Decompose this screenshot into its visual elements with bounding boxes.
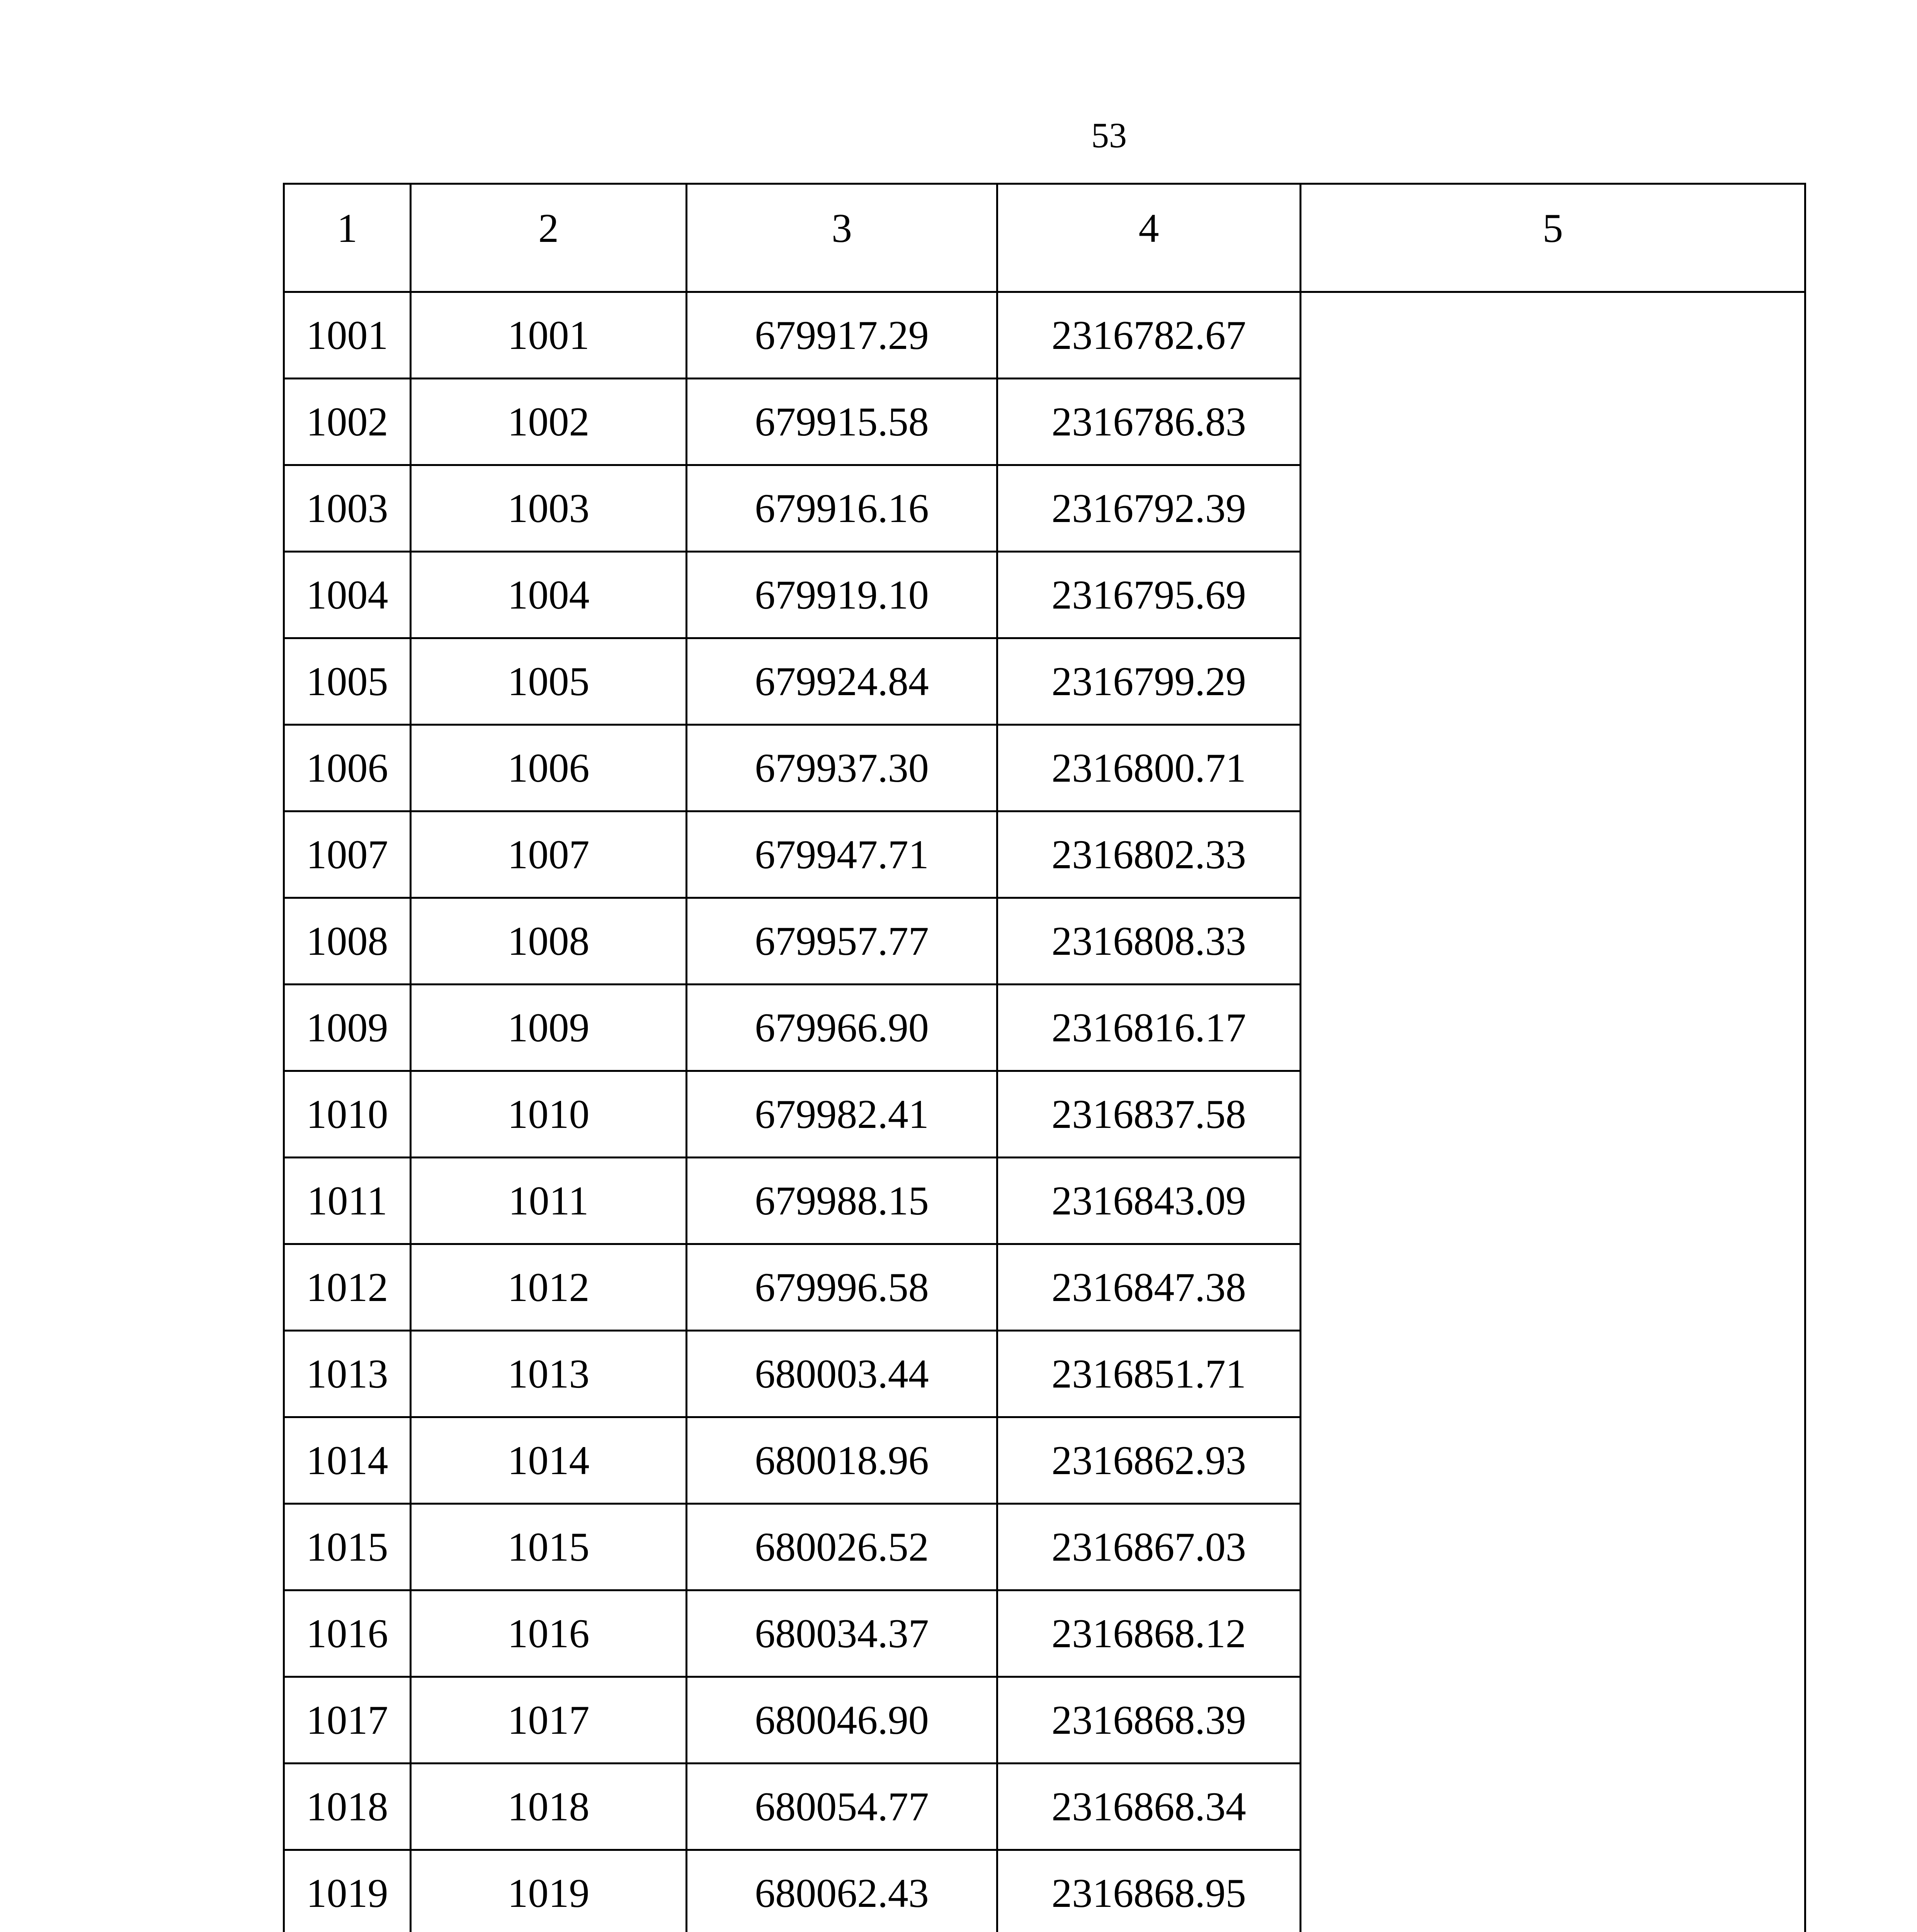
- table-cell: 1005: [411, 638, 687, 725]
- table-cell: 2316782.67: [997, 292, 1301, 379]
- merged-empty-cell: [1301, 292, 1805, 1932]
- table-cell: 679915.58: [687, 379, 997, 465]
- table-cell: 2316792.39: [997, 465, 1301, 552]
- table-cell: 1001: [411, 292, 687, 379]
- table-cell: 1018: [411, 1764, 687, 1850]
- table-cell: 1010: [284, 1071, 411, 1158]
- table-cell: 1008: [411, 898, 687, 985]
- table-cell: 1002: [411, 379, 687, 465]
- table-cell: 1016: [284, 1590, 411, 1677]
- column-header: 2: [411, 184, 687, 292]
- table-cell: 680046.90: [687, 1677, 997, 1764]
- table-cell: 1009: [411, 985, 687, 1071]
- table-cell: 1002: [284, 379, 411, 465]
- table-cell: 1003: [284, 465, 411, 552]
- table-cell: 1014: [411, 1417, 687, 1504]
- table-cell: 1017: [411, 1677, 687, 1764]
- table-cell: 679988.15: [687, 1158, 997, 1244]
- table-cell: 2316868.12: [997, 1590, 1301, 1677]
- table-cell: 1018: [284, 1764, 411, 1850]
- table-cell: 679996.58: [687, 1244, 997, 1331]
- table-body: [284, 292, 1805, 1932]
- table-cell: 680054.77: [687, 1764, 997, 1850]
- table-cell: 1017: [284, 1677, 411, 1764]
- table-cell: 2316795.69: [997, 552, 1301, 638]
- table-cell: 2316799.29: [997, 638, 1301, 725]
- table-cell: 2316786.83: [997, 379, 1301, 465]
- table-cell: 2316837.58: [997, 1071, 1301, 1158]
- table-cell: 1007: [284, 811, 411, 898]
- table-cell: 680062.43: [687, 1850, 997, 1932]
- table-cell: 1006: [284, 725, 411, 811]
- table-cell: 1013: [411, 1331, 687, 1417]
- table-cell: 680034.37: [687, 1590, 997, 1677]
- page-number: 53: [1091, 116, 1127, 155]
- table-cell: 1011: [284, 1158, 411, 1244]
- table-cell: 1012: [284, 1244, 411, 1331]
- table-cell: 1009: [284, 985, 411, 1071]
- table-cell: 2316868.39: [997, 1677, 1301, 1764]
- table-cell: 1006: [411, 725, 687, 811]
- table-cell: 679966.90: [687, 985, 997, 1071]
- column-header: 4: [997, 184, 1301, 292]
- table-cell: 1004: [284, 552, 411, 638]
- table-cell: 1005: [284, 638, 411, 725]
- table-cell: 1015: [284, 1504, 411, 1590]
- table-cell: 1010: [411, 1071, 687, 1158]
- table-cell: 1019: [284, 1850, 411, 1932]
- table-cell: 680018.96: [687, 1417, 997, 1504]
- table-cell: 1013: [284, 1331, 411, 1417]
- table-cell: 679924.84: [687, 638, 997, 725]
- table-cell: 2316802.33: [997, 811, 1301, 898]
- column-header: 5: [1301, 184, 1805, 292]
- table-cell: 2316862.93: [997, 1417, 1301, 1504]
- table-cell: 1003: [411, 465, 687, 552]
- table-cell: 2316800.71: [997, 725, 1301, 811]
- table-cell: 1016: [411, 1590, 687, 1677]
- column-header: 3: [687, 184, 997, 292]
- table-cell: 1011: [411, 1158, 687, 1244]
- table-cell: 2316868.95: [997, 1850, 1301, 1932]
- column-header: 1: [284, 184, 411, 292]
- table-cell: 680003.44: [687, 1331, 997, 1417]
- table-cell: 1014: [284, 1417, 411, 1504]
- table-cell: 1015: [411, 1504, 687, 1590]
- table-cell: 1004: [411, 552, 687, 638]
- table-cell: 2316851.71: [997, 1331, 1301, 1417]
- table-cell: 2316843.09: [997, 1158, 1301, 1244]
- coordinates-table: [283, 183, 1806, 1932]
- table-cell: 2316868.34: [997, 1764, 1301, 1850]
- table-cell: 1008: [284, 898, 411, 985]
- table-cell: 2316808.33: [997, 898, 1301, 985]
- table-cell: 679916.16: [687, 465, 997, 552]
- table-cell: 1019: [411, 1850, 687, 1932]
- table-cell: 679947.71: [687, 811, 997, 898]
- table-cell: 2316867.03: [997, 1504, 1301, 1590]
- table-row: [284, 292, 1805, 379]
- table-header-row: [284, 184, 1805, 292]
- table-cell: 1007: [411, 811, 687, 898]
- table-cell: 2316816.17: [997, 985, 1301, 1071]
- table-cell: 679917.29: [687, 292, 997, 379]
- table-cell: 2316847.38: [997, 1244, 1301, 1331]
- table-cell: 1012: [411, 1244, 687, 1331]
- table-cell: 679982.41: [687, 1071, 997, 1158]
- table-cell: 679919.10: [687, 552, 997, 638]
- table-cell: 1001: [284, 292, 411, 379]
- table-cell: 680026.52: [687, 1504, 997, 1590]
- table-cell: 679937.30: [687, 725, 997, 811]
- table-cell: 679957.77: [687, 898, 997, 985]
